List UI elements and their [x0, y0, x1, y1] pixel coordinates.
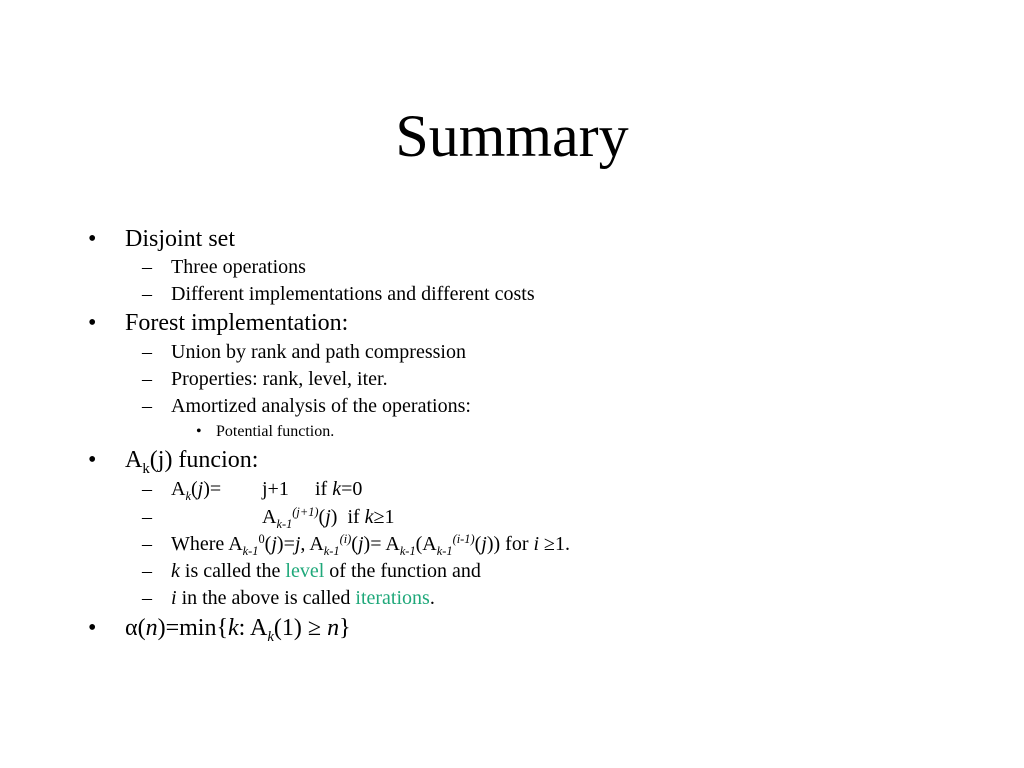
im1-superscript: (i-1)	[452, 532, 475, 547]
sub-item-text: Three operations	[171, 256, 306, 278]
ak-rest: (j) funcion:	[149, 447, 259, 473]
alpha-expression	[125, 614, 351, 645]
km1-subscript: k-1	[436, 543, 453, 558]
dash-glyph: –	[142, 478, 152, 500]
var-i: i	[171, 587, 177, 609]
var-j: j	[271, 533, 277, 555]
ak-definition-lhs	[171, 477, 221, 501]
cond-tail: ≥1.	[539, 533, 571, 555]
bullet-glyph: •	[196, 423, 202, 440]
km1-subscript: k-1	[323, 543, 340, 558]
ak-recursive-expression	[262, 505, 395, 529]
bullet-glyph: •	[88, 226, 97, 252]
k-subscript: k	[267, 628, 274, 645]
dash-glyph: –	[142, 368, 152, 390]
paren-eq: )=	[276, 533, 295, 555]
paren: (	[190, 478, 198, 500]
text-after: of the function and	[324, 560, 481, 582]
level-sentence	[171, 559, 481, 583]
var-j: j	[357, 533, 364, 555]
km1-subscript: k-1	[242, 543, 259, 558]
bullet-glyph: •	[88, 615, 97, 641]
bullet-text: Forest implementation:	[125, 310, 349, 336]
text-before: in the above is called	[176, 587, 356, 609]
paren: (	[474, 533, 482, 555]
cond-rest: ≥1	[373, 506, 395, 528]
min-open: )=min{	[157, 615, 228, 641]
bullet-glyph: •	[88, 310, 97, 336]
var-k: k	[364, 506, 374, 528]
var-k: k	[171, 560, 180, 582]
ak-subscript: k	[185, 488, 191, 503]
i-superscript: (i)	[339, 532, 352, 547]
paren: (	[318, 506, 326, 528]
if-word: if	[315, 478, 328, 500]
paren-for: )) for	[486, 533, 534, 555]
paren-eq-a: )= A	[363, 533, 400, 555]
ak-base-condition	[315, 477, 362, 501]
iterations-term: iterations	[355, 587, 430, 609]
sub-item-text: Properties: rank, level, iter.	[171, 368, 388, 390]
brace-close: }	[339, 615, 351, 641]
if-word: if	[347, 506, 360, 528]
dash-glyph: –	[142, 256, 152, 278]
sub-item-text: Amortized analysis of the operations:	[171, 395, 471, 417]
var-j: j	[325, 506, 331, 528]
dash-glyph: –	[142, 533, 152, 555]
level-term: level	[285, 560, 325, 582]
sub-item-text: Union by rank and path compression	[171, 341, 466, 363]
slide-title: Summary	[395, 103, 629, 169]
arg-geq: (1) ≥	[273, 615, 328, 641]
var-k: k	[332, 478, 342, 500]
where-text: Where A	[171, 533, 243, 555]
var-j: j	[197, 478, 204, 500]
comma-a: , A	[300, 533, 324, 555]
bullet-text	[125, 446, 259, 477]
paren-eq: )=	[203, 478, 222, 500]
paren-a: (A	[415, 533, 437, 555]
ak-symbol: A	[125, 447, 143, 473]
text-after: .	[429, 587, 435, 609]
km1-subscript: k-1	[399, 543, 416, 558]
var-j: j	[294, 533, 301, 555]
alpha-symbol: α	[125, 615, 138, 641]
paren: )	[330, 506, 338, 528]
dash-glyph: –	[142, 341, 152, 363]
var-j: j	[481, 533, 487, 555]
paren: (	[351, 533, 358, 555]
ak-base-value: j+1	[262, 478, 289, 500]
km1-subscript: k-1	[276, 516, 293, 531]
cond-rest: =0	[341, 478, 363, 500]
ak-subscript: k	[142, 460, 150, 477]
dash-glyph: –	[142, 395, 152, 417]
var-i: i	[533, 533, 540, 555]
paren: (	[137, 615, 146, 641]
iterate-superscript: (j+1)	[292, 505, 319, 520]
dash-glyph: –	[142, 283, 152, 305]
var-n: n	[145, 615, 158, 641]
ak-symbol: A	[171, 478, 186, 500]
text-before: is called the	[179, 560, 286, 582]
var-k: k	[227, 615, 239, 641]
dash-glyph: –	[142, 560, 152, 582]
sub-sub-item-text: Potential function.	[216, 423, 335, 440]
where-expression	[171, 532, 570, 556]
dash-glyph: –	[142, 587, 152, 609]
ak-symbol: A	[262, 506, 277, 528]
dash-glyph: –	[142, 506, 152, 528]
iterations-sentence	[171, 586, 435, 610]
zero-superscript: 0	[258, 532, 265, 547]
paren: (	[264, 533, 272, 555]
bullet-glyph: •	[88, 447, 97, 473]
var-n: n	[327, 615, 340, 641]
colon-a: : A	[238, 615, 268, 641]
bullet-text: Disjoint set	[125, 226, 236, 252]
sub-item-text: Different implementations and different costs	[171, 283, 535, 305]
